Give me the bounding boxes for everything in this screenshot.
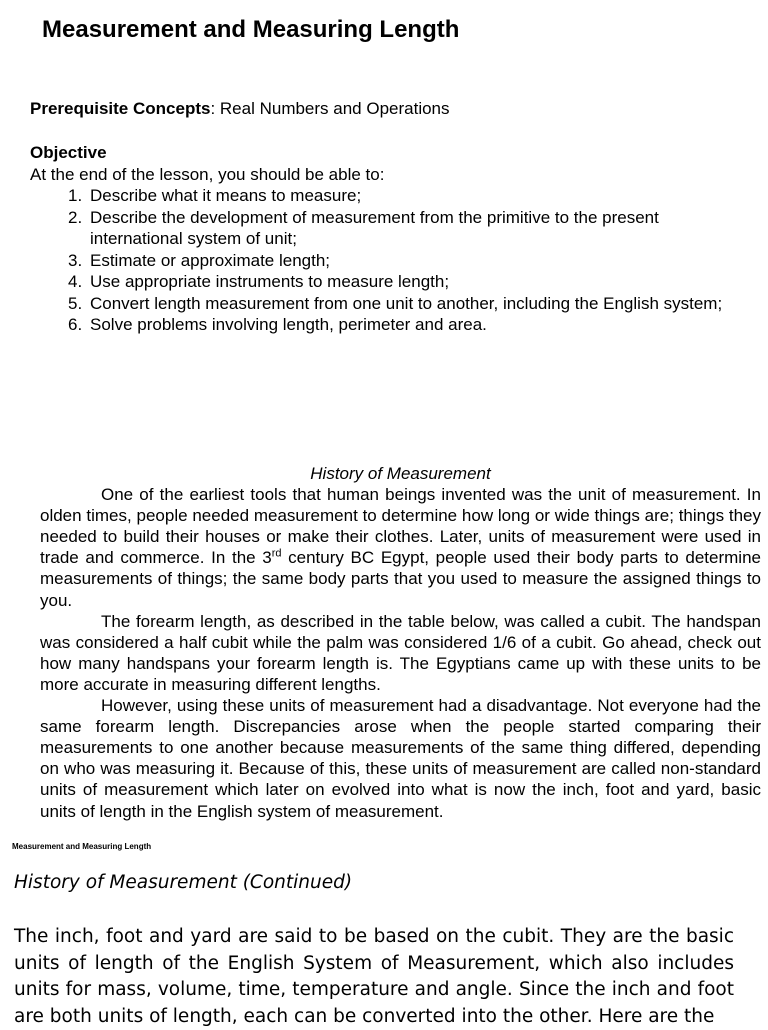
objective-item bbox=[30, 314, 740, 336]
prerequisite-text: : Real Numbers and Operations bbox=[210, 99, 450, 118]
prerequisite-line bbox=[30, 98, 450, 120]
objective-item bbox=[30, 207, 740, 250]
history-section bbox=[40, 463, 761, 822]
prerequisite-label: Prerequisite Concepts bbox=[30, 99, 211, 118]
objective-item-text: Describe the development of measurement from the primitive to the present international system of unit; bbox=[90, 207, 659, 248]
page-title: Measurement and Measuring Length bbox=[42, 16, 460, 43]
objective-item-number: 1. bbox=[68, 186, 83, 205]
history-paragraph-1-part-a: One of the earliest tools that human beings invented was the unit of measurement. In olden times, people needed measurement to determine how long or wide things are; things they needed to build their houses or make their clothes. Later, units of measurement were used in trade and commerce. In the 3 bbox=[40, 485, 761, 568]
running-footer: Measurement and Measuring Length bbox=[12, 842, 152, 851]
objective-item-text: Solve problems involving length, perimeter and area. bbox=[90, 315, 487, 334]
objective-item bbox=[30, 185, 740, 207]
continued-title: History of Measurement (Continued) bbox=[14, 872, 353, 893]
objective-intro: At the end of the lesson, you should be able to: bbox=[30, 164, 385, 184]
objective-item-number: 4. bbox=[68, 272, 83, 291]
objective-item-number: 3. bbox=[68, 250, 83, 270]
objective-item-number: 6. bbox=[68, 315, 83, 334]
objective-item-text: Estimate or approximate length; bbox=[90, 250, 331, 270]
objective-item-text: Describe what it means to measure; bbox=[90, 186, 362, 205]
continued-paragraph: The inch, foot and yard are said to be based on the cubit. They are the basic units of length of the English System of Measurement, which also includes units for mass, volume, time, temperature and angle. Since the inch and foot are both units of length, each can be converted into the other. Here are the bbox=[14, 926, 734, 1027]
continued-section bbox=[14, 870, 734, 1030]
history-paragraph-3: However, using these units of measurement had a disadvantage. Not everyone had the same forearm length. Discrepancies arose when the people started comparing their measurements to one another because measurements of the same thing differed, depending on who was measuring it. Because of this, these units of measurement are called non-standard units of measurement which later on evolved into what is now the inch, foot and yard, basic units of length in the English system of measurement. bbox=[40, 696, 761, 821]
ordinal-superscript: rd bbox=[271, 547, 282, 560]
history-paragraph-1 bbox=[40, 484, 761, 611]
objective-item bbox=[30, 271, 740, 293]
objective-item bbox=[30, 293, 740, 315]
objective-list bbox=[30, 185, 740, 336]
history-title: History of Measurement bbox=[310, 464, 491, 483]
objective-item bbox=[30, 250, 740, 272]
objective-item-text: Convert length measurement from one unit to another, including the English system; bbox=[90, 293, 723, 313]
objective-item-number: 2. bbox=[68, 207, 83, 227]
history-paragraph-2: The forearm length, as described in the table below, was called a cubit. The handspan was considered a half cubit while the palm was considered 1/6 of a cubit. Go ahead, check out how many handspans your forearm length is. The Egyptians came up with these units to be more accurate in measuring different lengths. bbox=[40, 611, 761, 694]
history-paragraph-1-part-b: century BC Egypt, people used their body parts to determine measurements of things; the same body parts that you used to measure the assigned things to you. bbox=[40, 548, 761, 610]
objective-item-text: Use appropriate instruments to measure length; bbox=[90, 272, 450, 291]
objective-heading: Objective bbox=[30, 143, 107, 162]
objective-section bbox=[30, 142, 740, 336]
objective-item-number: 5. bbox=[68, 293, 83, 313]
